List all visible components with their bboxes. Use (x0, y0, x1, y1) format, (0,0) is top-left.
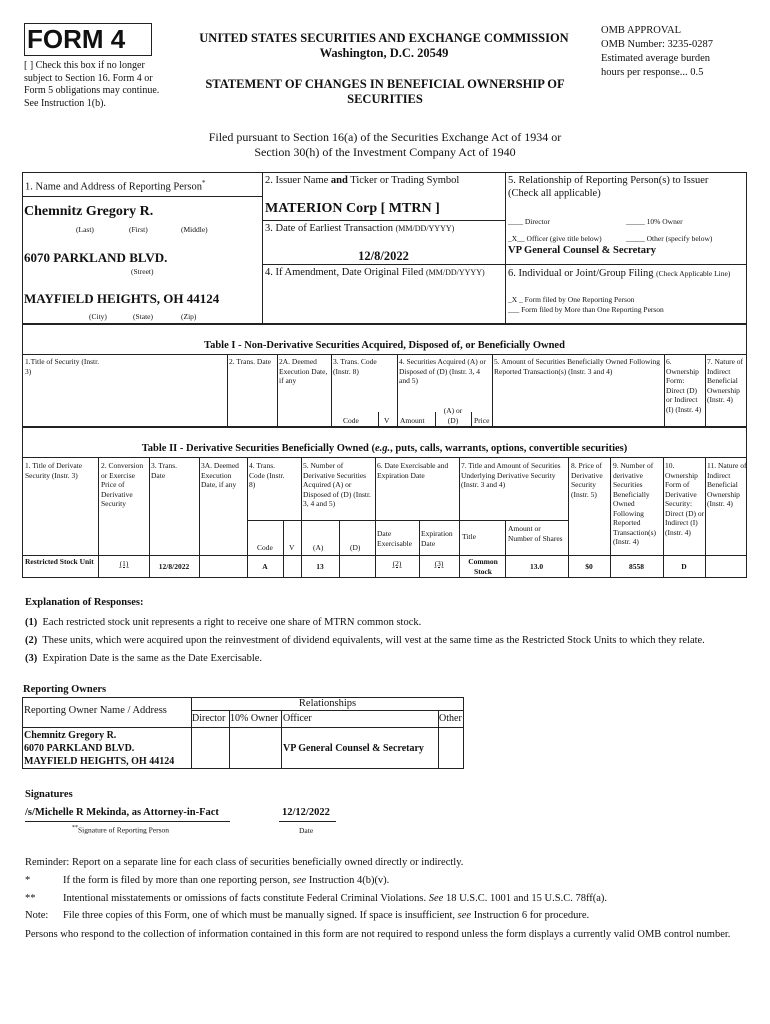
t2-row-expiration[interactable]: (3) (434, 559, 444, 568)
t2-sub-exp: Expiration Date (421, 529, 453, 548)
owner-city: MAYFIELD HEIGHTS, OH 44124 (24, 756, 175, 767)
footnote-1-b: Instruction 4(b)(v). (306, 875, 390, 886)
t2-row-underlying-amount: 13.0 (529, 562, 544, 571)
t1-sub-code: Code (343, 416, 359, 425)
filed-line-2: Section 30(h) of the Investment Company Act of 1940 (254, 145, 516, 159)
box2-label-and: and (330, 175, 348, 186)
table-2-title (22, 443, 747, 454)
t2-row-acquired: 13 (316, 562, 324, 571)
box2-label (265, 174, 501, 187)
explanation-text: Expiration Date is the same as the Date Exercisable. (42, 653, 263, 664)
box6-label-text: 6. Individual or Joint/Group Filing (508, 268, 654, 279)
middle-label: (Middle) (181, 225, 208, 234)
t2-col-conversion: 2. Conversion or Exercise Price of Derivative Security (101, 461, 144, 508)
box5-sub: (Check all applicable) (508, 188, 601, 199)
box1-label-text: 1. Name and Address of Reporting Person (25, 181, 203, 193)
sig-label-text: Signature of Reporting Person (78, 825, 170, 835)
explanation-heading: Explanation of Responses: (25, 597, 144, 608)
t1-sub-price: Price (474, 416, 490, 425)
explanation-item-2 (25, 632, 760, 650)
city-label: (City) (89, 312, 107, 321)
t1-sub-v: V (384, 416, 390, 425)
reporting-owners-heading: Reporting Owners (23, 684, 107, 695)
box6-sub: (Check Applicable Line) (656, 269, 731, 278)
agency-title: UNITED STATES SECURITIES AND EXCHANGE COMMISSION (199, 31, 569, 45)
reporting-person-street: 6070 PARKLAND BLVD. (24, 250, 168, 265)
t2-col-nature: 11. Nature of Indirect Beneficial Ownership (Instr. 4) (707, 461, 747, 508)
date-label: Date (299, 826, 314, 835)
owners-col-name: Reporting Owner Name / Address (24, 705, 167, 716)
footnote-1-mark: * (25, 875, 31, 886)
owner-name-address (24, 729, 174, 768)
t2-sub-title: Title (462, 532, 476, 541)
filed-line-1: Filed pursuant to Section 16(a) of the Securities Exchange Act of 1934 or (208, 130, 562, 144)
officer-checkbox[interactable]: _X__ Officer (give title below) (508, 234, 602, 243)
issuer-name: MATERION Corp [ MTRN ] (265, 201, 440, 216)
officer-title: VP General Counsel & Secretary (508, 245, 656, 256)
box3-format: (MM/DD/YYYY) (395, 224, 455, 233)
t1-sub-amount: Amount (400, 416, 425, 425)
t2-col-title: 1. Title of Derivate Security (Instr. 3) (25, 461, 83, 480)
box3-label-text: 3. Date of Earliest Transaction (265, 223, 394, 234)
t1-col-date: 2. Trans. Date (229, 357, 272, 366)
t2-col-form: 10. Ownership Form of Derivative Security: Direct (D) or Indirect (I) (Instr. 4) (665, 461, 705, 537)
footnote-2-b: 18 U.S.C. 1001 and 15 U.S.C. 78ff(a). (443, 893, 608, 904)
t2-row-code: A (262, 562, 268, 571)
explanation-list (25, 614, 760, 668)
explanation-item-1 (25, 614, 760, 632)
t2-col-deemed: 3A. Deemed Execution Date, if any (201, 461, 239, 489)
t1-col-acquired: 4. Securities Acquired (A) or Disposed of (D) (Instr. 3, 4 and 5) (399, 357, 486, 385)
footnote-1-a: If the form is filed by more than one reporting person, (63, 875, 293, 886)
table-2-title-b: , puts, calls, warrants, options, convertible securities) (390, 443, 628, 454)
box1-marker: * (202, 179, 206, 187)
t1-col-title: 1.Title of Security (Instr. 3) (25, 357, 100, 376)
footnote-3-b: Instruction 6 for procedure. (471, 910, 590, 921)
t2-row-date: 12/8/2022 (158, 562, 190, 571)
box1-label (25, 177, 260, 194)
t2-sub-amount: Amount or Number of Shares (508, 524, 563, 543)
signature-label (72, 824, 169, 835)
check-box-note[interactable]: [ ] Check this box if no longer subject to Section 16. Form 4 or Form 5 obligations may continue. See Instruction 1(b). (24, 60, 160, 109)
t1-col-ownership-form: 6. Ownership Form: Direct (D) or Indirect (I) (Instr. 4) (666, 357, 702, 414)
t2-row-underlying-title: Common Stock (468, 557, 498, 576)
last-label: (Last) (76, 225, 94, 234)
footnote-1-see: see (292, 875, 307, 886)
owners-relationships: Relationships (298, 698, 357, 709)
t2-col-exercisable: 6. Date Exercisable and Expiration Date (377, 461, 449, 480)
t2-row-owned: 8558 (629, 562, 644, 571)
box2-label-a: 2. Issuer Name (265, 175, 331, 186)
persons-note: Persons who respond to the collection of information contained in this form are not required to respond unless the form displays a currently valid OMB control number. (25, 929, 731, 940)
omb-hours: hours per response... 0.5 (601, 67, 704, 78)
t2-col-price: 8. Price of Derivative Security (Instr. 5) (571, 461, 603, 499)
t2-col-owned: 9. Number of derivative Securities Beneficially Owned Following Reported Transaction(s) (Instr. 4) (613, 461, 657, 546)
t1-col-nature: 7. Nature of Indirect Beneficial Ownership (Instr. 4) (707, 357, 744, 404)
other-checkbox[interactable]: _____ Other (specify below) (626, 234, 713, 243)
reminder: Reminder: Report on a separate line for each class of securities beneficially owned directly or indirectly. (25, 857, 464, 868)
agency-location: Washington, D.C. 20549 (319, 46, 449, 60)
omb-burden: Estimated average burden (601, 53, 711, 64)
t1-col-amount-owned: 5. Amount of Securities Beneficially Owned Following Reported Transaction(s) (Instr. 3 and 4) (494, 357, 661, 376)
box4-format: (MM/DD/YYYY) (425, 268, 485, 277)
footnote-3-a: File three copies of this Form, one of which must be manually signed. If space is insufficient, (63, 910, 458, 921)
table-2-title-a: Table II - Derivative Securities Beneficially Owned ( (141, 443, 375, 454)
explanation-text: These units, which were acquired upon the reinvestment of dividend equivalents, will vest at the same time as the Restricted Stock Units to which they relate. (42, 635, 705, 646)
street-label: (Street) (131, 267, 154, 276)
filed-pursuant (100, 130, 670, 160)
t1-col-code: 3. Trans. Code (Instr. 8) (333, 357, 377, 376)
signer-name: /s/Michelle R Mekinda, as Attorney-in-Fact (25, 807, 219, 818)
footnote-3 (25, 910, 760, 921)
reporting-person-name: Chemnitz Gregory R. (24, 204, 154, 219)
omb-approval (601, 24, 761, 80)
statement-title: STATEMENT OF CHANGES IN BENEFICIAL OWNERSHIP OF SECURITIES (205, 77, 565, 106)
owners-col-ten-pct: 10% Owner (230, 713, 279, 724)
box2-label-b: Ticker or Trading Symbol (347, 175, 460, 186)
t2-col-underlying: 7. Title and Amount of Securities Underlying Derivative Security (Instr. 3 and 4) (461, 461, 561, 489)
table-1-title: Table I - Non-Derivative Securities Acquired, Disposed of, or Beneficially Owned (204, 340, 565, 351)
t2-row-form: D (681, 562, 687, 571)
owner-street: 6070 PARKLAND BLVD. (24, 743, 135, 754)
form-title-box (24, 23, 152, 56)
reporting-person-city: MAYFIELD HEIGHTS, OH 44124 (24, 291, 220, 306)
box6-label (508, 268, 748, 280)
explanation-text: Each restricted stock unit represents a right to receive one share of MTRN common stock. (42, 617, 422, 628)
t2-row-conversion[interactable]: (1) (119, 559, 129, 568)
t2-row-date-exercisable[interactable]: (2) (392, 559, 402, 568)
state-label: (State) (133, 312, 153, 321)
box4-label-text: 4. If Amendment, Date Original Filed (265, 267, 424, 278)
form-title: FORM 4 (27, 24, 126, 54)
ten-pct-owner-checkbox[interactable]: _____ 10% Owner (626, 217, 683, 226)
director-checkbox[interactable]: ____ Director (508, 217, 550, 226)
signature-date: 12/12/2022 (282, 807, 330, 818)
footnote-2-a: Intentional misstatements or omissions of facts constitute Federal Criminal Violations. (63, 893, 429, 904)
t2-row-security: Restricted Stock Unit (25, 557, 94, 566)
explanation-num: (2) (25, 635, 38, 646)
box4-label (265, 266, 505, 279)
t2-sub-code: Code (257, 543, 273, 552)
footnote-3-see: see (457, 910, 472, 921)
explanation-num: (1) (25, 617, 38, 628)
zip-label: (Zip) (181, 312, 197, 321)
t2-sub-a: (A) (313, 543, 324, 552)
earliest-transaction-date: 12/8/2022 (358, 249, 409, 263)
t2-col-code: 4. Trans. Code (Instr. 8) (249, 461, 285, 489)
omb-approval-label: OMB APPROVAL (601, 25, 682, 36)
owners-col-officer: Officer (283, 713, 312, 724)
owners-col-director: Director (192, 713, 226, 724)
first-label: (First) (129, 225, 148, 234)
explanation-item-3 (25, 650, 760, 668)
omb-number: OMB Number: 3235-0287 (601, 39, 713, 50)
filed-by-more-checkbox[interactable]: ___ Form filed by More than One Reporting Person (508, 305, 664, 314)
owner-name: Chemnitz Gregory R. (24, 730, 117, 741)
box3-label (265, 222, 503, 235)
t2-sub-date-ex: Date Exercisable (377, 529, 412, 548)
footnote-1 (25, 875, 760, 886)
t1-col-deemed: 2A. Deemed Execution Date, if any (279, 357, 328, 385)
footnote-2 (25, 893, 760, 904)
footnote-3-mark: Note: (25, 910, 49, 921)
box5-label-text: 5. Relationship of Reporting Person(s) to Issuer (508, 175, 709, 186)
t2-row-price: $0 (585, 562, 593, 571)
table-2-title-eg: e.g. (374, 443, 391, 454)
explanation-num: (3) (25, 653, 38, 664)
owners-col-other: Other (439, 713, 462, 724)
footnote-2-mark: ** (25, 893, 36, 904)
owner-officer-title: VP General Counsel & Secretary (283, 743, 424, 754)
t2-sub-v: V (289, 543, 295, 552)
filed-by-one-checkbox[interactable]: _X _ Form filed by One Reporting Person (508, 295, 635, 304)
t2-sub-d: (D) (350, 543, 361, 552)
box5-label (508, 174, 745, 200)
signatures-heading: Signatures (25, 789, 73, 800)
sig-marker: ** (72, 825, 78, 831)
t1-sub-aord: (A) or (D) (443, 406, 463, 425)
footnote-2-see: See (428, 893, 444, 904)
t2-col-number: 5. Number of Derivative Securities Acquired (A) or Disposed of (D) (Instr. 3, 4 and 5) (303, 461, 371, 508)
t2-col-date: 3. Trans. Date (151, 461, 178, 480)
